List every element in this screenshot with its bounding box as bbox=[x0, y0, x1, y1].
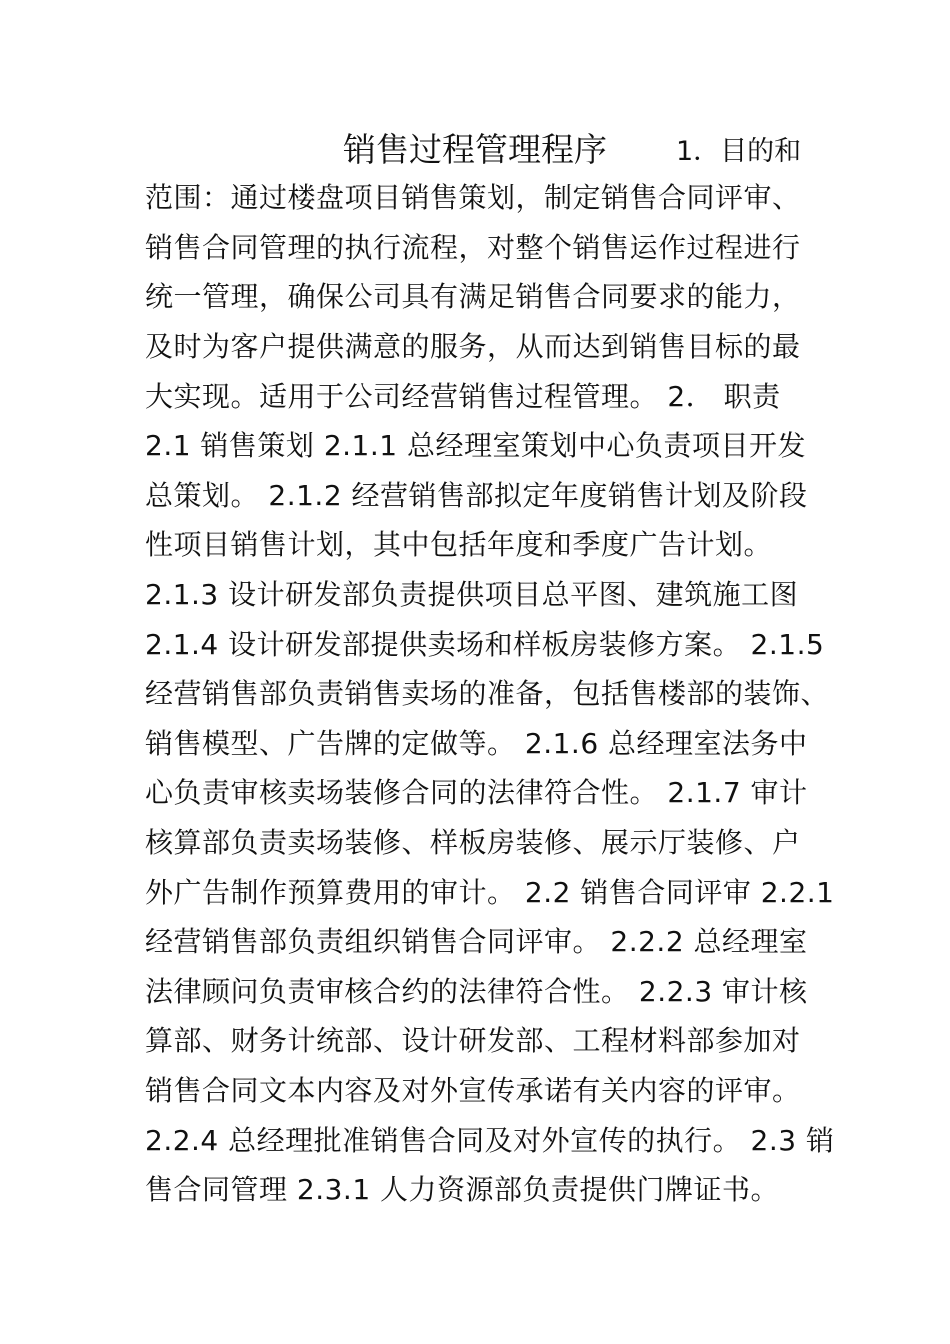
body-line: 2.1.4 设计研发部提供卖场和样板房装修方案。 2.1.5 bbox=[145, 628, 825, 661]
body-line: 统一管理，确保公司具有满足销售合同要求的能力， bbox=[145, 280, 801, 313]
body-line: 核算部负责卖场装修、样板房装修、展示厅装修、户 bbox=[145, 826, 801, 859]
body-line: 性项目销售计划，其中包括年度和季度广告计划。 bbox=[145, 528, 773, 561]
body-line: 2.1.3 设计研发部负责提供项目总平图、建筑施工图 bbox=[145, 578, 799, 611]
section-heading-purpose: 1．目的和 bbox=[676, 136, 802, 167]
body-line: 算部、财务计统部、设计研发部、工程材料部参加对 bbox=[145, 1024, 801, 1057]
body-line: 外广告制作预算费用的审计。 2.2 销售合同评审 2.2.1 bbox=[145, 876, 835, 909]
body-line: 法律顾问负责审核合约的法律符合性。 2.2.3 审计核 bbox=[145, 975, 808, 1008]
document-title: 销售过程管理程序 bbox=[343, 130, 607, 169]
body-line: 经营销售部负责销售卖场的准备，包括售楼部的装饰、 bbox=[145, 677, 830, 710]
body-line: 销售合同文本内容及对外宣传承诺有关内容的评审。 bbox=[145, 1074, 801, 1107]
body-line: 2.2.4 总经理批准销售合同及对外宣传的执行。 2.3 销 bbox=[145, 1124, 835, 1157]
body-line: 经营销售部负责组织销售合同评审。 2.2.2 总经理室 bbox=[145, 925, 808, 958]
body-line: 2.1 销售策划 2.1.1 总经理室策划中心负责项目开发 bbox=[145, 429, 806, 462]
body-line: 心负责审核卖场装修合同的法律符合性。 2.1.7 审计 bbox=[145, 776, 808, 809]
body-line: 范围：通过楼盘项目销售策划，制定销售合同评审、 bbox=[145, 181, 801, 214]
body-line: 销售合同管理的执行流程，对整个销售运作过程进行 bbox=[145, 231, 801, 264]
body-line: 大实现。适用于公司经营销售过程管理。 2． 职责 bbox=[145, 380, 781, 413]
body-line: 销售模型、广告牌的定做等。 2.1.6 总经理室法务中 bbox=[145, 727, 808, 760]
body-line: 售合同管理 2.3.1 人力资源部负责提供门牌证书。 bbox=[145, 1173, 780, 1206]
body-line: 及时为客户提供满意的服务，从而达到销售目标的最 bbox=[145, 330, 801, 363]
body-line: 总策划。 2.1.2 经营销售部拟定年度销售计划及阶段 bbox=[145, 479, 808, 512]
